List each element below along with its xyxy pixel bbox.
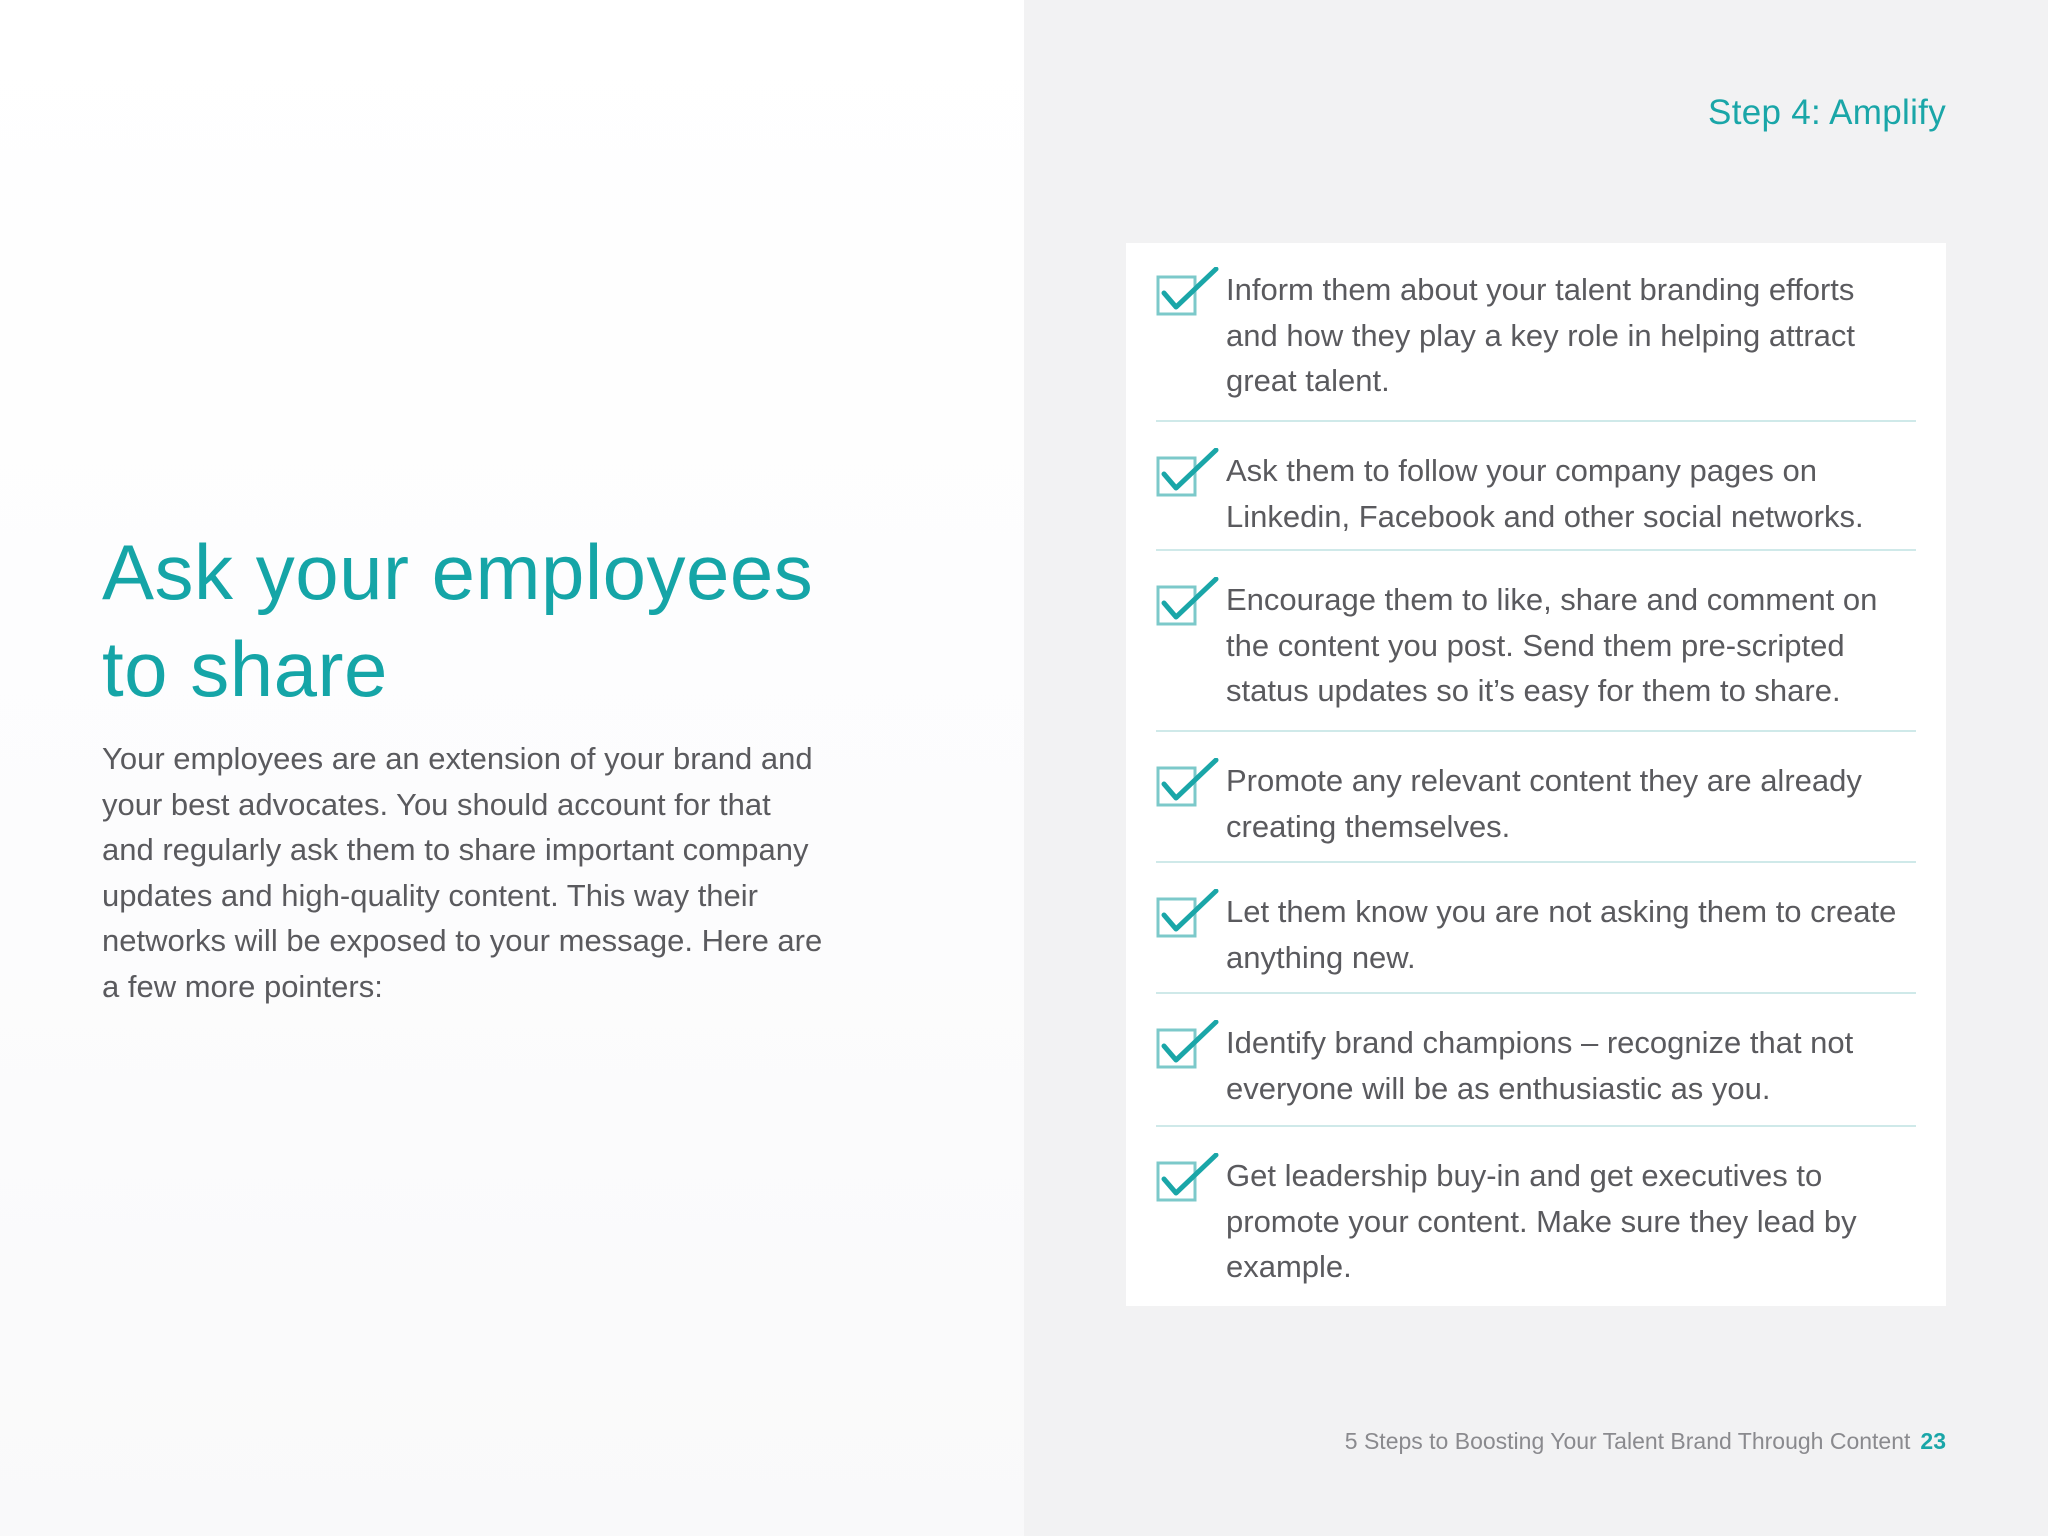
checklist-item-text: Inform them about your talent branding efforts and how they play a key role in helping attract great talent.: [1226, 272, 1855, 399]
intro-paragraph: [102, 736, 862, 1010]
checklist-item-text: Ask them to follow your company pages on Linkedin, Facebook and other social networks.: [1226, 453, 1864, 534]
checkbox-checked-icon: [1156, 1153, 1220, 1203]
intro-line: a few more pointers:: [102, 968, 383, 1004]
intro-line: updates and high-quality content. This way their: [102, 877, 758, 913]
checklist-item-text: Let them know you are not asking them to create anything new.: [1226, 894, 1897, 975]
checkbox-checked-icon: [1156, 267, 1220, 317]
page-title-line-1: Ask your employees: [102, 528, 814, 616]
checklist-item: [1156, 732, 1916, 863]
checkbox-checked-icon: [1156, 758, 1220, 808]
intro-line: networks will be exposed to your message. Here are: [102, 923, 823, 959]
checklist-item: [1156, 863, 1916, 994]
checklist-item-text: Promote any relevant content they are already creating themselves.: [1226, 763, 1862, 844]
checklist-item-text: Encourage them to like, share and comment on the content you post. Send them pre-scripted status updates so it’s easy for them to share.: [1226, 582, 1878, 709]
checklist-item: [1156, 243, 1916, 422]
intro-line: and regularly ask them to share important company: [102, 832, 809, 868]
pointers-checklist: [1126, 243, 1946, 1306]
page-title-line-2: to share: [102, 625, 388, 713]
checklist-item: [1156, 551, 1916, 732]
page-footer: [1345, 1428, 1946, 1455]
checklist-item-text: Identify brand champions – recognize that not everyone will be as enthusiastic as you.: [1226, 1025, 1854, 1106]
checklist-item: [1156, 1127, 1916, 1306]
checklist-item-text: Get leadership buy-in and get executives to promote your content. Make sure they lead by example.: [1226, 1158, 1857, 1285]
page-number: 23: [1920, 1428, 1946, 1454]
intro-line: your best advocates. You should account for that: [102, 786, 771, 822]
footer-title: 5 Steps to Boosting Your Talent Brand Through Content: [1344, 1428, 1911, 1454]
section-label: Step 4: Amplify: [1708, 93, 1946, 132]
checkbox-checked-icon: [1156, 448, 1220, 498]
checkbox-checked-icon: [1156, 1020, 1220, 1070]
checklist-item: [1156, 422, 1916, 551]
intro-line: Your employees are an extension of your brand and: [102, 741, 813, 776]
checklist-item: [1156, 994, 1916, 1127]
checkbox-checked-icon: [1156, 889, 1220, 939]
checkbox-checked-icon: [1156, 577, 1220, 627]
page-title: [102, 524, 813, 718]
